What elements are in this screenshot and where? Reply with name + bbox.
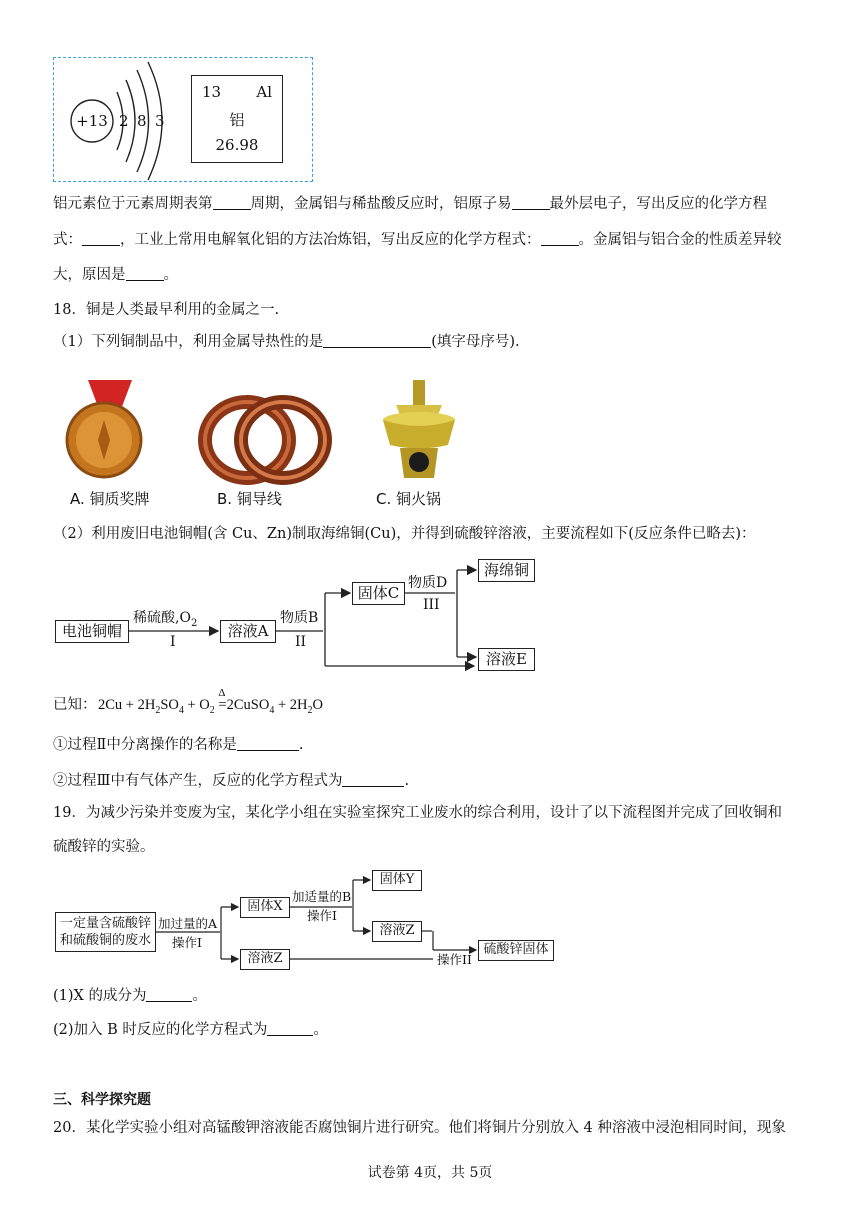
q18-text: ②过程Ⅲ中有气体产生，反应的化学方程式为 <box>53 773 343 789</box>
q19-line-2: 硫酸锌的实验。 <box>53 839 155 855</box>
q19-q2 <box>53 1019 328 1041</box>
answer-blank[interactable] <box>267 1021 313 1036</box>
flow2-op1b: 操作I <box>307 908 337 923</box>
eq-delta: Δ <box>218 687 226 699</box>
flow2-start-line1: 一定量含硫酸锌 <box>59 916 151 931</box>
flow1-start-box: 电池铜帽 <box>55 620 129 643</box>
known-equation: $2Cu + 2H_2SO_4 + O_2$ Δ =2CuSO$_4$ + $2H_2O$ <box>98 694 323 722</box>
flow1-solA-box: 溶液A <box>220 620 276 643</box>
flow1-step3: III <box>423 597 440 613</box>
flow2-start-line2: 和硫酸铜的废水 <box>59 933 151 948</box>
answer-blank[interactable] <box>146 987 192 1002</box>
q19-q1 <box>53 985 207 1007</box>
q17-text: 式： <box>53 232 82 248</box>
flow1-solidC-box: 固体C <box>352 582 405 605</box>
q19-line-1: 19．为减少污染并变废为宝，某化学小组在实验室探究工业废水的综合利用，设计了以下流程图并完成了回收铜和 <box>53 805 782 821</box>
flow1-step1: I <box>170 634 176 650</box>
q17-text: 最外层电子，写出反应的化学方程 <box>549 196 767 212</box>
q19-text: (1)X 的成分为 <box>53 988 147 1004</box>
flow2-op1: 操作I <box>172 935 202 950</box>
shell-count-1: 2 <box>119 112 129 130</box>
flow2-reagentB: 加适量的B <box>292 889 352 904</box>
q18-text: (填字母序号). <box>431 334 520 350</box>
q18-text: . <box>298 737 304 753</box>
q19-text: 。 <box>313 1022 328 1038</box>
shell-count-3: 3 <box>155 112 165 130</box>
caption-a: A. 铜质奖牌 <box>70 490 150 508</box>
shell-count-2: 8 <box>137 112 147 130</box>
q18-text: . <box>404 773 410 789</box>
flow2-start-box <box>55 912 156 952</box>
flow2-solidY-box: 固体Y <box>372 870 422 891</box>
flow2-reagentA: 加过量的A <box>158 916 218 931</box>
caption-b: B. 铜导线 <box>217 490 282 508</box>
q18-text: ①过程Ⅱ中分离操作的名称是 <box>53 737 237 753</box>
caption-c: C. 铜火锅 <box>376 490 442 508</box>
q19-text: (2)加入 B 时反应的化学方程式为 <box>53 1022 268 1038</box>
flow2-op2: 操作II <box>437 952 472 967</box>
q20-line-1: 20．某化学实验小组对高锰酸钾溶液能否腐蚀铜片进行研究。他们将铜片分别放入 4 种溶液中浸泡相同时间，现象 <box>53 1120 786 1136</box>
known-label: 已知： <box>53 697 97 713</box>
page-footer: 试卷第 4页，共 5页 <box>367 1165 493 1181</box>
section-3-heading: 三、科学探究题 <box>53 1092 151 1108</box>
q18-sub2: （2）利用废旧电池铜帽(含 Cu、Zn)制取海绵铜(Cu)，并得到硫酸锌溶液，主要流程如下(反应条件已略去)： <box>53 526 756 542</box>
element-symbol: Al <box>256 83 272 101</box>
reagent1-text: 稀硫酸,O <box>133 610 191 626</box>
atomic-mass: 26.98 <box>215 136 259 154</box>
flow2-solZ2-box: 溶液Z <box>240 949 290 970</box>
flow1-reagent3: 物质D <box>408 575 448 591</box>
reagent1-subscript: 2 <box>190 617 198 629</box>
flow2-solZ1-box: 溶液Z <box>372 921 422 942</box>
q18-text: （1）下列铜制品中，利用金属导热性的是 <box>53 334 324 350</box>
q17-text: ，工业上常用电解氧化铝的方法冶炼铝，写出反应的化学方程式： <box>120 232 541 248</box>
atomic-number: 13 <box>202 83 222 101</box>
flow2-solidX-box: 固体X <box>240 897 290 918</box>
flow1-solE-box: 溶液E <box>478 648 535 671</box>
q18-title: 18．铜是人类最早利用的金属之一. <box>53 302 280 318</box>
q19-text: 。 <box>192 988 207 1004</box>
flow2-product-box: 硫酸锌固体 <box>478 940 554 961</box>
q17-text: 铝元素位于元素周期表第 <box>53 196 213 212</box>
element-name: 铝 <box>229 111 245 129</box>
flow1-sponge-box: 海绵铜 <box>478 559 535 582</box>
nucleus-charge: +13 <box>76 112 108 130</box>
q17-text: 。 <box>163 267 178 283</box>
q17-text: 周期，金属铝与稀盐酸反应时，铝原子易 <box>250 196 512 212</box>
q17-text: 。金属铝与铝合金的性质差异较 <box>578 232 782 248</box>
flow1-step2: II <box>295 634 307 650</box>
flow1-reagent2: 物质B <box>280 610 319 626</box>
q17-text: 大，原因是 <box>53 267 126 283</box>
